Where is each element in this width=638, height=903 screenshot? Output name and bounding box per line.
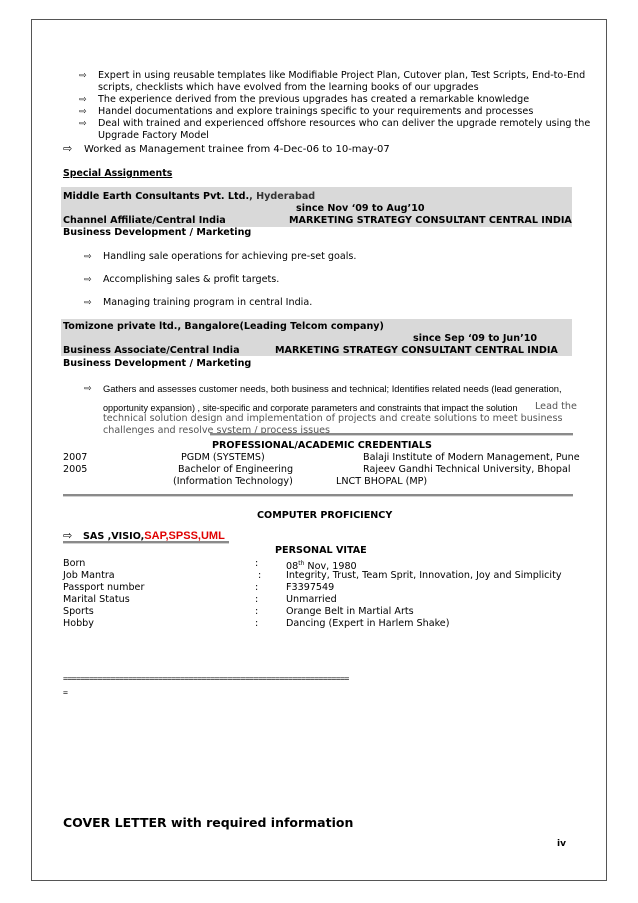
section-divider [63,541,229,544]
arrow-icon: ⇨ [63,529,73,542]
section-divider [210,433,573,436]
arrow-icon: ⇨ [84,252,92,262]
arrow-icon: ⇨ [84,384,92,394]
mgmt-trainee-line: Worked as Management trainee from 4-Dec-06 to 10-may-07 [84,144,390,155]
assignment-dept: Business Development / Marketing [63,227,252,238]
bullet-text: Deal with trained and experienced offshore resources who can deliver the upgrade remotely using the [98,118,591,129]
company-name: Middle Earth Consultants Pvt. Ltd., Hyderabad [63,191,316,202]
bullet-text: Expert in using reusable templates like Modifiable Project Plan, Cutover plan, Test Scripts, End-to-End [98,70,586,81]
arrow-icon: ⇨ [79,107,87,117]
arrow-icon: ⇨ [79,95,87,105]
vitae-label: Marital Status [63,594,130,605]
assignment-role: Business Associate/Central India [63,345,240,356]
vitae-value: 08th Nov, 1980 [286,560,357,573]
credential-institute: Rajeev Gandhi Technical University, Bhopal [363,464,571,475]
arrow-icon: ⇨ [84,298,92,308]
bullet-text: Lead the [535,401,577,412]
separator-line: = [63,687,68,697]
bullet-text: opportunity expansion) , site-specific and corporate parameters and constraints that impact the solution [103,403,518,413]
vitae-label: Job Mantra [63,570,115,581]
vitae-colon: : [255,594,259,605]
bullet-text: Upgrade Factory Model [98,130,209,141]
credential-degree: Bachelor of Engineering [178,464,294,475]
arrow-icon: ⇨ [79,71,87,81]
separator-line: ================================================================== [63,673,349,683]
personal-heading: PERSONAL VITAE [275,545,367,556]
bullet-text: Accomplishing sales & profit targets. [103,274,280,285]
bullet-text: technical solution design and implementation of projects and create solutions to meet business [103,413,563,424]
vitae-value: Dancing (Expert in Harlem Shake) [286,618,450,629]
cover-letter-heading: COVER LETTER with required information [63,815,354,830]
vitae-colon: : [258,570,262,581]
assignment-role: Channel Affiliate/Central India [63,215,226,226]
credential-degree-sub: (Information Technology) [173,476,293,487]
section-divider [63,494,573,497]
computer-skills: SAS ,VISIO,SAP,SPSS,UML [83,530,225,542]
bullet-text: The experience derived from the previous upgrades has created a remarkable knowledge [98,94,530,105]
bullet-text: Handling sale operations for achieving pre-set goals. [103,251,357,262]
assignment-period: since Nov ‘09 to Aug’10 [296,203,425,214]
vitae-colon: : [255,618,259,629]
vitae-value: Orange Belt in Martial Arts [286,606,414,617]
assignment-title: MARKETING STRATEGY CONSULTANT CENTRAL INDIA [289,215,572,226]
credential-institute: Balaji Institute of Modern Management, Pune [363,452,580,463]
assignment-title: MARKETING STRATEGY CONSULTANT CENTRAL INDIA [275,345,558,356]
bullet-text: Managing training program in central India. [103,297,313,308]
vitae-label: Hobby [63,618,94,629]
vitae-value: Integrity, Trust, Team Sprit, Innovation, Joy and Simplicity [286,570,562,581]
vitae-value: Unmarried [286,594,337,605]
vitae-colon: : [255,582,259,593]
credentials-heading: PROFESSIONAL/ACADEMIC CREDENTIALS [212,440,432,451]
credential-year: 2005 [63,464,88,475]
vitae-value: F3397549 [286,582,335,593]
special-assignments-heading: Special Assignments [63,168,173,179]
vitae-label: Born [63,558,86,569]
assignment-period: since Sep ‘09 to Jun’10 [413,333,538,344]
assignment-dept: Business Development / Marketing [63,358,252,369]
computer-heading: COMPUTER PROFICIENCY [257,510,393,521]
company-name: Tomizone private ltd., Bangalore(Leading Telcom company) [63,321,384,332]
arrow-icon: ⇨ [79,119,87,129]
bullet-text: Handel documentations and explore trainings specific to your requirements and processes [98,106,534,117]
vitae-label: Sports [63,606,94,617]
page-number: iv [557,839,566,849]
credential-institute-sub: LNCT BHOPAL (MP) [336,476,428,487]
bullet-text: Gathers and assesses customer needs, both business and technical; Identifies related needs (lead generation, [103,383,562,394]
vitae-colon: : [255,606,259,617]
credential-year: 2007 [63,452,88,463]
vitae-colon: : [255,558,259,569]
arrow-icon: ⇨ [63,142,73,155]
vitae-label: Passport number [63,582,145,593]
bullet-text: scripts, checklists which have evolved from the learning books of our upgrades [98,82,479,93]
credential-degree: PGDM (SYSTEMS) [181,452,265,463]
bullet-text: challenges and resolve system / process issues [103,425,331,436]
arrow-icon: ⇨ [84,275,92,285]
